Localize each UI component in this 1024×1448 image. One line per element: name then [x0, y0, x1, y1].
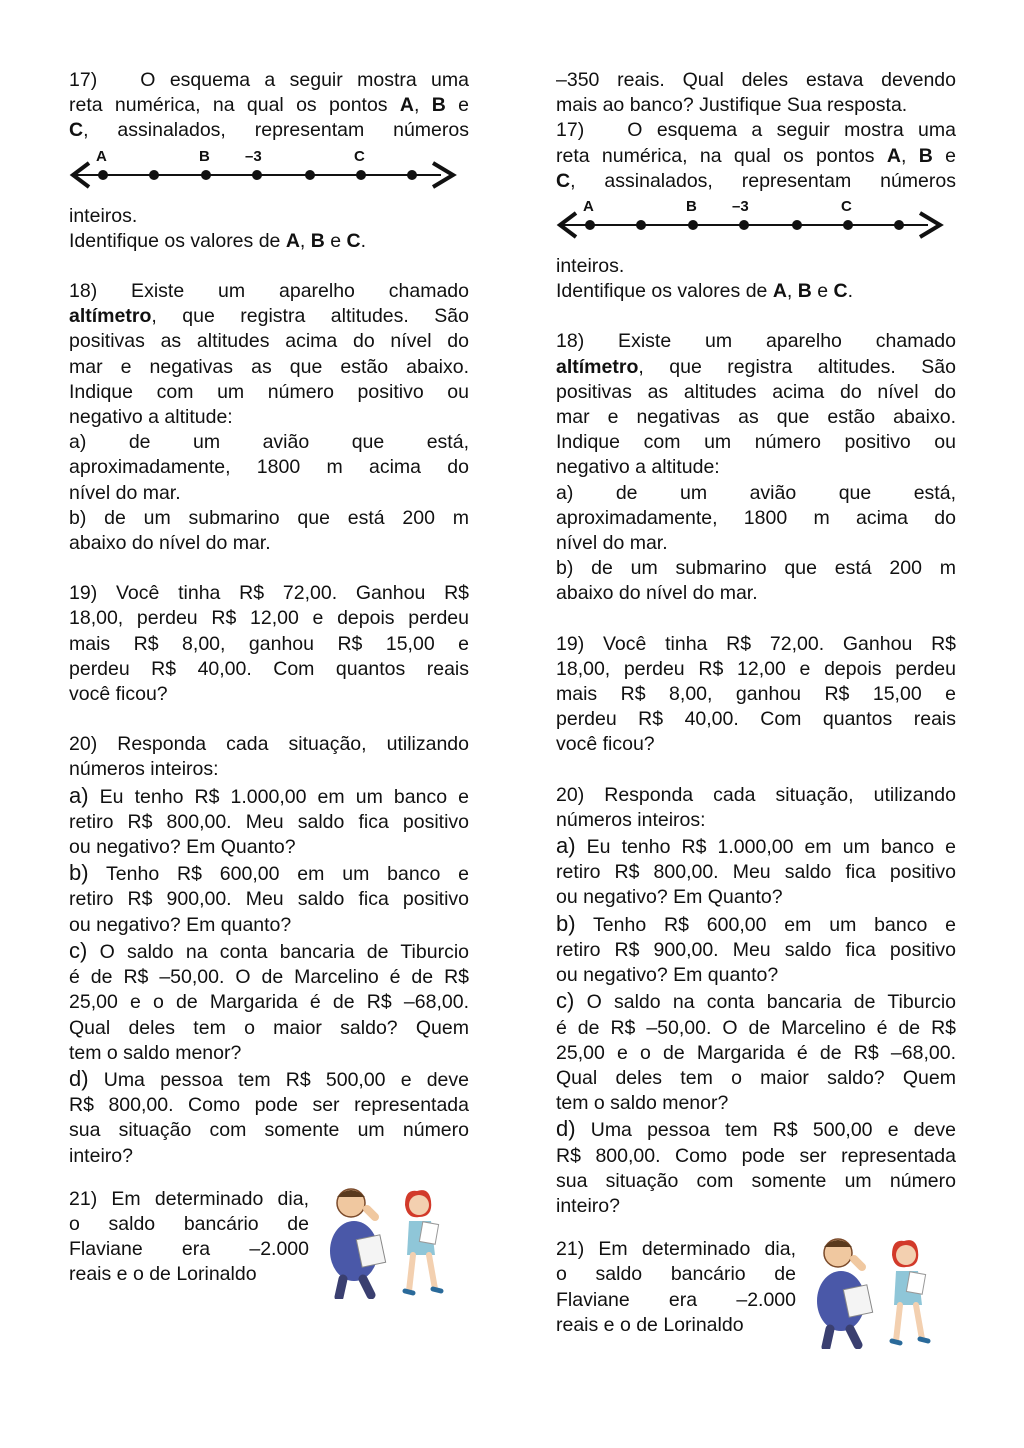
r-identify-and: e: [811, 280, 834, 303]
r-q17-line-3: [556, 169, 956, 194]
r-q18-line-1: 18) Existe um aparelho chamado: [556, 330, 956, 353]
right-top-line-2: mais ao banco? Justifique Sua resposta.: [556, 94, 908, 117]
r-label-minus3: –3: [732, 198, 749, 216]
q20-d-line-3: sua situação com somente um número: [69, 1119, 469, 1142]
q21-line-1: 21) Em determinado dia,: [69, 1187, 309, 1210]
r-q18-b-line-2: abaixo do nível do mar.: [556, 582, 758, 605]
r-item-a-text: Eu tenho R$ 1.000,00 em um banco e: [575, 836, 956, 859]
r-identify-end: .: [847, 280, 854, 303]
q18-b-line-2: abaixo do nível do mar.: [69, 532, 271, 555]
r-item-d-letter: d): [556, 1116, 576, 1142]
q17-line-3: [69, 118, 469, 143]
r-q18-b-line-1: b) de um submarino que está 200 m: [556, 557, 956, 580]
q20-d-line-1: [69, 1066, 469, 1093]
q20-c-line-4: Qual deles tem o maior saldo? Quem: [69, 1016, 469, 1039]
r-q21-line-2: o saldo bancário de: [556, 1263, 796, 1286]
r-q20-c-line-5: tem o saldo menor?: [556, 1092, 729, 1115]
q20-c-line-1: [69, 938, 469, 965]
q18-b-line-1: b) de um submarino que está 200 m: [69, 506, 469, 529]
r-q18-a-line-3: nível do mar.: [556, 532, 668, 555]
q17-and: e: [445, 94, 469, 117]
r-item-a-letter: a): [556, 833, 576, 859]
q17-identify: [69, 229, 469, 254]
r-q19-line-1: 19) Você tinha R$ 72,00. Ganhou R$: [556, 632, 956, 655]
right-top-line-1: –350 reais. Qual deles estava devendo: [556, 69, 956, 91]
r-q19-line-3: mais R$ 8,00, ganhou R$ 15,00 e: [556, 683, 956, 706]
q20-line-1: 20) Responda cada situação, utilizando: [69, 733, 469, 756]
item-a-letter: a): [69, 782, 89, 808]
tick-dot: [305, 170, 315, 180]
identify-c: C: [346, 229, 361, 252]
r-identify-c: C: [833, 280, 848, 303]
q18-text-2: , que registra altitudes. São: [151, 305, 469, 328]
identify-text: Identifique os valores de: [69, 229, 286, 252]
left-column: [69, 68, 469, 1288]
q18-line-5: Indique com um número positivo ou: [69, 380, 469, 403]
r-q19-line-2: 18,00, perdeu R$ 12,00 e depois perdeu: [556, 657, 956, 680]
r-item-d-text: Uma pessoa tem R$ 500,00 e deve: [575, 1119, 956, 1142]
r-q20-c-line-3: 25,00 e o de Margarida é de R$ –68,00.: [556, 1041, 956, 1064]
r-q18-a-line-1: a) de um avião que está,: [556, 481, 956, 504]
r-cartoon-illustration: [796, 1229, 956, 1349]
r-q20-line-1: 20) Responda cada situação, utilizando: [556, 783, 956, 806]
r-q17-text-2: reta numérica, na qual os pontos: [556, 144, 887, 167]
r-label-a: A: [583, 198, 594, 216]
q20-d-line-2: R$ 800,00. Como pode ser representada: [69, 1094, 469, 1117]
r-q17-identify: [556, 279, 956, 304]
q20-b-line-3: ou negativo? Em quanto?: [69, 913, 292, 936]
r-label-b: B: [686, 198, 697, 216]
identify-and: e: [324, 229, 347, 252]
r-item-b-text: Tenho R$ 600,00 em um banco e: [575, 913, 956, 936]
r-q20-c-line-4: Qual deles tem o maior saldo? Quem: [556, 1066, 956, 1089]
r-q21-block: [556, 1237, 956, 1338]
r-q17-point-b: B: [918, 144, 933, 167]
number-line: [69, 146, 469, 192]
r-altimetro-term: altímetro: [556, 355, 639, 378]
q18-line-2: [69, 304, 469, 329]
r-q17-point-a: A: [886, 144, 901, 167]
label-a: A: [96, 147, 107, 165]
r-label-c: C: [841, 198, 852, 216]
q18-a-line-3: nível do mar.: [69, 481, 181, 504]
q18-a-line-2: aproximadamente, 1800 m acima do: [69, 456, 469, 479]
r-number-line: [556, 196, 956, 242]
r-q18-line-5: Indique com um número positivo ou: [556, 431, 956, 454]
q19-line-2: 18,00, perdeu R$ 12,00 e depois perdeu: [69, 607, 469, 630]
item-c-text: O saldo na conta bancaria de Tiburcio: [87, 940, 469, 963]
q17-line-2: [69, 93, 469, 118]
point-a-dot: [98, 170, 108, 180]
r-identify-sep: ,: [786, 280, 798, 303]
r-q18-text-2: , que registra altitudes. São: [638, 355, 956, 378]
item-d-letter: d): [69, 1065, 89, 1091]
q17-point-b: B: [431, 94, 446, 117]
r-q17-and: e: [932, 144, 956, 167]
q19-line-4: perdeu R$ 40,00. Com quantos reais: [69, 657, 469, 680]
r-q18-line-6: negativo a altitude:: [556, 456, 720, 479]
q18-line-1: 18) Existe um aparelho chamado: [69, 280, 469, 303]
altimetro-term: altímetro: [69, 305, 152, 328]
q21-block: [69, 1187, 469, 1288]
q20-line-2: números inteiros:: [69, 758, 219, 781]
r-q17-number: 17): [556, 119, 585, 142]
r-item-c-letter: c): [556, 988, 575, 1014]
tick-dot: [407, 170, 417, 180]
r-q18-line-4: mar e negativas as que estão abaixo.: [556, 406, 956, 429]
q17-point-a: A: [399, 94, 414, 117]
point-c-dot: [356, 170, 366, 180]
tick-dot: [149, 170, 159, 180]
r-q20-d-line-4: inteiro?: [556, 1194, 620, 1217]
q18-line-3: positivas as altitudes acima do nível do: [69, 330, 469, 353]
q20-a-line-3: ou negativo? Em Quanto?: [69, 836, 296, 859]
q18-a-line-1: a) de um avião que está,: [69, 431, 469, 454]
r-q19-line-4: perdeu R$ 40,00. Com quantos reais: [556, 708, 956, 731]
q17-sep: ,: [413, 94, 432, 117]
r-q20-d-line-3: sua situação com somente um número: [556, 1169, 956, 1192]
identify-sep: ,: [299, 229, 311, 252]
q17-line-1: [69, 68, 469, 93]
q17-text-2: reta numérica, na qual os pontos: [69, 94, 400, 117]
q19-line-3: mais R$ 8,00, ganhou R$ 15,00 e: [69, 632, 469, 655]
q18-line-6: negativo a altitude:: [69, 406, 233, 429]
q20-c-line-3: 25,00 e o de Margarida é de R$ –68,00.: [69, 991, 469, 1014]
r-q17-sep: ,: [900, 144, 919, 167]
r-q18-a-line-2: aproximadamente, 1800 m acima do: [556, 506, 956, 529]
q20-a-line-2: retiro R$ 800,00. Meu saldo fica positivo: [69, 810, 469, 833]
r-identify-text: Identifique os valores de: [556, 280, 773, 303]
item-a-text: Eu tenho R$ 1.000,00 em um banco e: [88, 785, 469, 808]
r-q20-a-line-3: ou negativo? Em Quanto?: [556, 886, 783, 909]
r-q21-line-1: 21) Em determinado dia,: [556, 1238, 796, 1261]
r-item-b-letter: b): [556, 910, 576, 936]
label-c: C: [354, 147, 365, 165]
q20-c-line-2: é de R$ –50,00. O de Marcelino é de R$: [69, 966, 469, 989]
cartoon-illustration: [309, 1179, 469, 1299]
r-q20-b-line-3: ou negativo? Em quanto?: [556, 964, 779, 987]
r-q17-point-c: C: [556, 169, 571, 192]
r-q20-a-line-1: [556, 833, 956, 860]
identify-b: B: [310, 229, 325, 252]
r-q20-line-2: números inteiros:: [556, 808, 706, 831]
q18-line-4: mar e negativas as que estão abaixo.: [69, 355, 469, 378]
q19-line-5: você ficou?: [69, 683, 168, 706]
q17-text-3: , assinalados, representam números: [83, 119, 469, 142]
item-c-letter: c): [69, 937, 88, 963]
q20-c-line-5: tem o saldo menor?: [69, 1041, 242, 1064]
r-q17-text-1: O esquema a seguir mostra uma: [627, 119, 956, 142]
q19-line-1: 19) Você tinha R$ 72,00. Ganhou R$: [69, 582, 469, 605]
q21-line-4: reais e o de Lorinaldo: [69, 1263, 257, 1286]
item-b-text: Tenho R$ 600,00 em um banco e: [88, 863, 469, 886]
r-q20-c-line-2: é de R$ –50,00. O de Marcelino é de R$: [556, 1016, 956, 1039]
q21-line-3: Flaviane era –2.000: [69, 1238, 309, 1261]
q20-b-line-1: [69, 860, 469, 887]
q20-d-line-4: inteiro?: [69, 1144, 133, 1167]
q17-point-c: C: [69, 119, 84, 142]
right-column: [556, 68, 956, 1338]
r-q17-text-3: , assinalados, representam números: [570, 169, 956, 192]
point-b-dot: [201, 170, 211, 180]
q17-inteiros: inteiros.: [69, 204, 138, 227]
r-q21-line-3: Flaviane era –2.000: [556, 1288, 796, 1311]
r-q18-line-2: [556, 355, 956, 380]
identify-end: .: [360, 229, 367, 252]
label-minus3: –3: [245, 147, 262, 165]
r-q18-line-3: positivas as altitudes acima do nível do: [556, 380, 956, 403]
r-q21-line-4: reais e o de Lorinaldo: [556, 1313, 744, 1336]
point-minus3-dot: [252, 170, 262, 180]
q17-text-1: O esquema a seguir mostra uma: [140, 69, 469, 91]
r-q20-c-line-1: [556, 988, 956, 1015]
q17-number: 17): [69, 69, 98, 91]
r-q20-d-line-2: R$ 800,00. Como pode ser representada: [556, 1144, 956, 1167]
q20-a-line-1: [69, 783, 469, 810]
r-identify-b: B: [797, 280, 812, 303]
r-q17-line-2: [556, 144, 956, 169]
label-b: B: [199, 147, 210, 165]
r-item-c-text: O saldo na conta bancaria de Tiburcio: [574, 991, 956, 1014]
q21-line-2: o saldo bancário de: [69, 1212, 309, 1235]
r-q20-b-line-1: [556, 911, 956, 938]
identify-a: A: [285, 229, 300, 252]
r-q19-line-5: você ficou?: [556, 733, 655, 756]
r-q17-inteiros: inteiros.: [556, 255, 625, 278]
item-b-letter: b): [69, 860, 89, 886]
item-d-text: Uma pessoa tem R$ 500,00 e deve: [88, 1068, 469, 1091]
r-identify-a: A: [772, 280, 787, 303]
q20-b-line-2: retiro R$ 900,00. Meu saldo fica positivo: [69, 888, 469, 911]
r-q20-d-line-1: [556, 1116, 956, 1143]
r-q20-a-line-2: retiro R$ 800,00. Meu saldo fica positivo: [556, 861, 956, 884]
r-q17-line-1: [556, 118, 956, 143]
r-q20-b-line-2: retiro R$ 900,00. Meu saldo fica positivo: [556, 938, 956, 961]
